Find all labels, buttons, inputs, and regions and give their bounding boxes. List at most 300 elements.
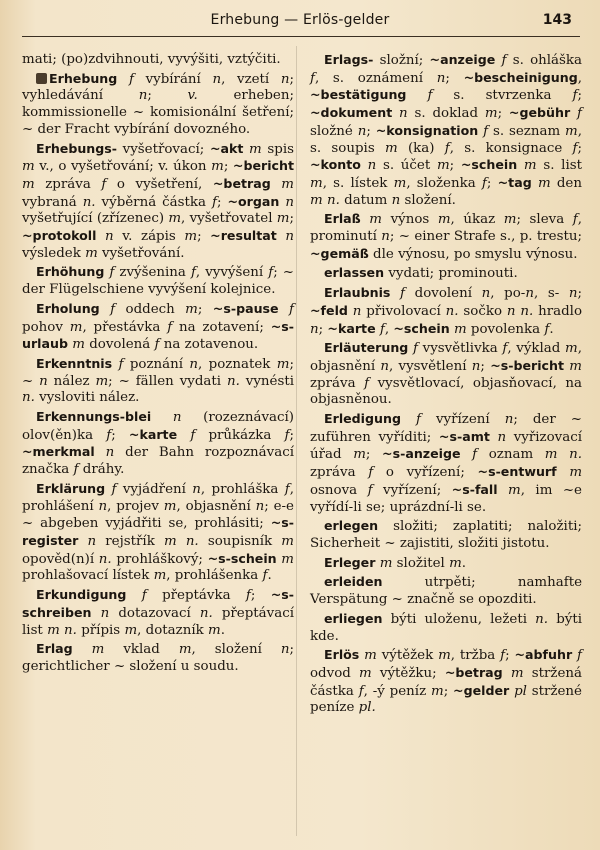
- dictionary-entry: [22, 587, 294, 639]
- definition-text: přeptávací list: [22, 605, 294, 638]
- grammar-label: n: [105, 445, 115, 461]
- headword: Erhöhung: [36, 264, 105, 280]
- grammar-label: n.: [98, 551, 112, 567]
- definition-text: vynésti: [239, 373, 294, 389]
- dictionary-entry: [310, 518, 582, 552]
- definition-text: erheben; kommissionelle ~ komisionální šetření; ~ der Fracht vybírání dovozného.: [22, 88, 294, 137]
- section-marker-icon: [36, 73, 47, 84]
- headword: ~gebühr: [508, 105, 571, 121]
- definition-text: přeptávka: [146, 588, 246, 604]
- definition-text: mati; (po)zdvihnouti, vyvýšiti, vztýčiti.: [22, 52, 281, 67]
- headword: ~bericht: [232, 158, 294, 174]
- grammar-label: f: [262, 568, 268, 584]
- definition-text: oddech: [115, 301, 186, 317]
- definition-text: [557, 447, 569, 462]
- definition-text: ;: [577, 88, 582, 104]
- grammar-label: n: [87, 533, 97, 549]
- definition-text: vysvětlivka: [417, 341, 503, 357]
- definition-text: výsledek: [22, 245, 86, 261]
- grammar-label: f: [106, 427, 112, 443]
- grammar-label: m: [276, 356, 290, 372]
- definition-text: složné: [310, 123, 358, 139]
- headword: ~s-schreiben: [22, 587, 294, 620]
- definition-text: dovolená: [84, 337, 155, 353]
- dictionary-entry: [22, 641, 294, 675]
- definition-text: ;: [250, 588, 271, 604]
- grammar-label: n: [192, 481, 201, 497]
- headword: Erholung: [36, 300, 100, 316]
- grammar-label: m: [72, 337, 85, 353]
- definition-text: oznam: [477, 447, 545, 463]
- grammar-label: n: [381, 229, 390, 245]
- definition-text: [390, 286, 400, 301]
- headword: ~anzeige: [429, 52, 496, 67]
- definition-text: ; ~ einer Strafe s., p. trestu;: [389, 229, 582, 245]
- definition-text: der Bahn rozpoznávací značka: [22, 445, 294, 478]
- definition-text: .: [220, 622, 225, 638]
- definition-text: [177, 534, 186, 549]
- grammar-label: n.: [199, 605, 213, 621]
- grammar-label: f: [572, 88, 578, 104]
- definition-text: .: [461, 555, 467, 571]
- grammar-label: n.: [185, 533, 199, 549]
- definition-text: .: [267, 568, 272, 584]
- definition-text: ; ~ der Flügelschiene vyvýšení kolejnice.: [22, 265, 294, 298]
- definition-text: ; vyhledávání: [22, 71, 294, 104]
- grammar-label: n: [189, 356, 199, 372]
- definition-text: složní;: [373, 53, 430, 68]
- definition-text: ; der ~ zuführen vyříditi;: [310, 412, 582, 445]
- definition-text: ; ~: [22, 356, 294, 389]
- dictionary-entry: [310, 265, 582, 283]
- grammar-label: n: [255, 498, 265, 514]
- definition-text: vysvětlovací, objasňovací, na objasněnou.: [310, 375, 582, 408]
- definition-text: [96, 229, 105, 244]
- grammar-label: n: [399, 106, 408, 122]
- definition-text: vyšetřující (zřízenec): [22, 211, 169, 227]
- definition-text: ;: [486, 175, 498, 191]
- grammar-label: n.: [520, 303, 534, 319]
- definition-text: (rozeznávací) olov(ěn)ka: [22, 410, 294, 443]
- grammar-label: n: [98, 498, 108, 514]
- dictionary-entry: [22, 356, 294, 407]
- grammar-label: m: [163, 533, 177, 549]
- grammar-label: m: [569, 465, 583, 481]
- headword: ~tag: [497, 174, 532, 190]
- definition-text: , prohlášení: [22, 481, 294, 514]
- grammar-label: m: [359, 665, 372, 681]
- definition-text: s. účet: [376, 158, 437, 174]
- headword: ~s-urlaub: [22, 318, 294, 352]
- grammar-label: n: [380, 358, 389, 374]
- definition-text: s. list: [536, 158, 582, 174]
- grammar-label: f: [427, 88, 433, 104]
- grammar-label: m: [95, 373, 109, 389]
- definition-text: , objasnění: [310, 341, 582, 374]
- grammar-label: m: [85, 245, 98, 261]
- grammar-label: n: [39, 373, 48, 389]
- grammar-label: n: [138, 88, 148, 104]
- grammar-label: f: [289, 301, 294, 317]
- definition-text: zvýšenina: [114, 265, 191, 281]
- definition-text: , s-: [533, 286, 569, 302]
- definition-text: datum: [339, 192, 392, 208]
- grammar-label: n: [471, 358, 481, 374]
- grammar-label: m: [503, 212, 517, 228]
- dictionary-entry: [310, 574, 582, 608]
- grammar-label: m: [22, 176, 35, 192]
- grammar-label: n: [497, 429, 507, 445]
- grammar-label: f: [368, 465, 374, 481]
- grammar-label: m: [168, 211, 182, 227]
- headword: ~schein: [460, 157, 518, 173]
- definition-text: poznání: [123, 356, 190, 372]
- grammar-label: f: [111, 481, 117, 497]
- grammar-label: f: [128, 71, 134, 87]
- grammar-label: m: [249, 141, 262, 157]
- grammar-label: n: [285, 194, 294, 210]
- grammar-label: n.: [535, 611, 549, 627]
- definition-text: , složenka: [406, 175, 482, 191]
- grammar-label: f: [118, 356, 124, 372]
- headword: Erlaubnis: [324, 285, 391, 301]
- definition-text: v., o vyšetřování; v. úkon: [34, 159, 212, 175]
- grammar-label: n.: [226, 373, 240, 389]
- definition-text: ;: [443, 683, 454, 699]
- grammar-label: f: [101, 176, 107, 192]
- grammar-label: pl.: [358, 700, 376, 716]
- definition-text: ;: [505, 648, 515, 664]
- headword: Erlaß: [324, 211, 361, 227]
- grammar-label: n: [367, 158, 377, 174]
- headword: ~protokoll: [22, 228, 97, 244]
- dictionary-entry: [22, 52, 294, 69]
- definition-text: ;: [577, 286, 582, 302]
- headword: Erkundigung: [36, 587, 127, 603]
- running-head: Erhebung — Erlös-gelder: [210, 12, 390, 28]
- definition-text: o vyšetření,: [106, 176, 213, 192]
- grammar-label: m: [91, 642, 105, 658]
- grammar-label: n: [436, 70, 446, 86]
- definition-text: vybraná: [22, 194, 83, 210]
- grammar-label: m: [163, 498, 177, 514]
- headword: ~gemäß: [310, 245, 369, 261]
- grammar-label: f: [483, 123, 489, 139]
- definition-text: výtěžku;: [371, 665, 445, 681]
- headword: Erleger: [324, 554, 376, 570]
- definition-text: den: [550, 175, 582, 191]
- definition-text: ;: [449, 158, 461, 174]
- definition-text: výběrná částka: [95, 194, 212, 210]
- definition-text: , přestávka: [82, 319, 168, 335]
- grammar-label: n: [357, 123, 367, 139]
- grammar-label: m: [153, 568, 167, 584]
- grammar-label: n.: [326, 192, 340, 208]
- definition-text: [271, 177, 282, 192]
- definition-text: [570, 106, 577, 121]
- dictionary-entry: [22, 264, 294, 298]
- definition-text: , vysvětlení: [389, 358, 472, 374]
- grammar-label: m: [124, 622, 138, 638]
- definition-text: spis: [261, 141, 294, 157]
- definition-text: vyšetřování.: [97, 245, 185, 261]
- grammar-label: f: [268, 265, 274, 281]
- dictionary-entry: [22, 141, 294, 263]
- definition-text: ;: [223, 159, 233, 175]
- grammar-label: n.: [22, 390, 35, 406]
- grammar-label: m: [178, 642, 192, 658]
- definition-text: [517, 158, 524, 173]
- definition-text: ,: [384, 321, 394, 337]
- definition-text: , -ý peníz: [363, 683, 431, 699]
- definition-text: průkázka: [195, 427, 285, 443]
- definition-text: ;: [111, 427, 129, 443]
- grammar-label: f: [364, 375, 370, 391]
- definition-text: , im ~e vyřídí-li se; uprázdní-li se.: [310, 482, 582, 515]
- definition-text: , tržba: [450, 648, 501, 664]
- headword: ~bescheinigung: [463, 69, 578, 85]
- headword: Erhebung: [49, 70, 118, 86]
- headword: erleiden: [324, 574, 383, 590]
- header-rule: [22, 36, 580, 37]
- definition-text: vyjádření: [116, 481, 193, 497]
- grammar-label: f: [141, 588, 147, 604]
- headword: erlegen: [324, 518, 379, 534]
- dictionary-entry: [310, 411, 582, 516]
- definition-text: rejstřík: [96, 533, 164, 549]
- definition-text: [95, 445, 106, 460]
- grammar-label: m: [310, 192, 323, 208]
- definition-text: , prominutí: [310, 212, 582, 245]
- grammar-label: f: [212, 194, 217, 210]
- definition-text: ;: [366, 123, 376, 139]
- headword: ~gelder: [453, 682, 510, 698]
- grammar-label: n: [310, 321, 319, 337]
- definition-text: [117, 72, 129, 87]
- headword: ~akt: [209, 140, 244, 156]
- definition-text: , vyvýšení: [195, 265, 269, 281]
- headword: Erlös: [324, 647, 360, 663]
- definition-text: [503, 666, 511, 681]
- definition-text: [100, 302, 110, 317]
- headword: ~karte: [327, 320, 376, 336]
- grammar-label: m: [449, 555, 462, 571]
- grammar-label: n: [285, 229, 294, 245]
- headword: ~s-schein: [207, 550, 277, 566]
- definition-text: , prohlášenka: [166, 568, 263, 584]
- definition-text: ;: [365, 447, 383, 463]
- headword: ~s-fall: [451, 481, 498, 497]
- definition-text: [361, 212, 370, 227]
- definition-text: prohlašovací lístek: [22, 568, 154, 584]
- grammar-label: v.: [187, 88, 198, 104]
- grammar-label: m: [69, 319, 83, 335]
- definition-text: sočko: [458, 303, 507, 319]
- definition-text: s. ohláška: [506, 53, 582, 68]
- dictionary-entry: [22, 301, 294, 354]
- headword: ~betrag: [444, 664, 503, 680]
- grammar-label: f: [245, 588, 251, 604]
- grammar-label: f: [502, 341, 508, 357]
- headword: ~organ: [227, 193, 280, 209]
- grammar-label: m: [207, 622, 221, 638]
- definition-text: vybírání: [133, 71, 213, 87]
- grammar-label: m: [430, 683, 444, 699]
- grammar-label: m: [544, 447, 558, 463]
- definition-text: složení.: [400, 192, 456, 208]
- definition-text: s. stvrzenka: [432, 88, 573, 104]
- definition-text: vyšetřovací;: [117, 141, 210, 157]
- dictionary-entry: [310, 52, 582, 209]
- grammar-label: m: [508, 482, 521, 498]
- definition-text: , s. konsignace: [449, 140, 573, 156]
- definition-text: ;: [197, 229, 211, 245]
- grammar-label: f: [577, 106, 582, 122]
- grammar-label: m: [537, 175, 551, 191]
- headword: Erläuterung: [324, 340, 409, 356]
- grammar-label: n: [352, 303, 362, 319]
- definition-text: , objasnění: [176, 498, 256, 514]
- definition-text: o vyřízení;: [373, 465, 478, 481]
- definition-text: přivolovací: [361, 303, 446, 319]
- headword: ~abfuhr: [514, 647, 573, 663]
- grammar-label: m: [510, 665, 524, 681]
- grammar-label: f: [444, 140, 450, 156]
- grammar-label: f: [190, 265, 196, 281]
- headword: ~betrag: [212, 175, 271, 191]
- definition-text: ; ~ fällen vydati: [108, 373, 227, 389]
- definition-text: .: [549, 321, 554, 337]
- grammar-label: f: [310, 70, 315, 86]
- grammar-label: m: [437, 212, 451, 228]
- definition-text: dovolení: [405, 286, 482, 302]
- grammar-label: f: [109, 265, 115, 281]
- definition-text: býti uloženu, ležeti: [382, 611, 536, 627]
- grammar-label: f: [572, 212, 578, 228]
- definition-text: vysloviti nález.: [34, 390, 140, 406]
- grammar-label: m: [276, 211, 290, 227]
- definition-text: býti kde.: [310, 611, 582, 644]
- definition-text: povolenka: [466, 321, 545, 337]
- grammar-label: m: [369, 212, 382, 228]
- headword: ~konto: [310, 157, 361, 173]
- definition-text: [73, 642, 92, 657]
- definition-text: zpráva: [310, 375, 365, 391]
- grammar-label: f: [167, 319, 173, 335]
- grammar-label: m: [393, 175, 407, 191]
- definition-text: opověd(n)í: [22, 551, 99, 567]
- definition-text: , úkaz: [450, 212, 504, 228]
- grammar-label: m: [184, 229, 198, 245]
- grammar-label: n: [212, 71, 222, 87]
- definition-text: [461, 447, 473, 462]
- grammar-label: f: [379, 321, 385, 337]
- definition-text: , prohláška: [200, 481, 285, 497]
- definition-text: , projev: [107, 498, 164, 514]
- headword: ~resultat: [210, 228, 277, 244]
- definition-text: [498, 483, 508, 498]
- grammar-label: f: [73, 462, 79, 478]
- definition-text: , po-: [490, 286, 526, 302]
- definition-text: ;: [480, 358, 491, 374]
- grammar-label: n.: [82, 194, 96, 210]
- definition-text: hradlo: [533, 303, 583, 319]
- definition-text: ;: [318, 321, 328, 337]
- definition-text: ;: [289, 427, 294, 443]
- definition-text: přípis: [76, 622, 125, 638]
- definition-text: [151, 410, 173, 425]
- grammar-label: f: [400, 286, 405, 302]
- grammar-label: f: [572, 140, 578, 156]
- column-divider: [296, 46, 297, 836]
- definition-text: ,: [577, 70, 582, 86]
- definition-text: , dotazník: [137, 622, 208, 638]
- headword: ~s-bericht: [490, 357, 564, 373]
- grammar-label: m: [438, 648, 451, 664]
- grammar-label: m: [281, 533, 294, 549]
- headword: ~s-entwurf: [477, 464, 557, 480]
- grammar-label: n: [504, 412, 514, 428]
- definition-text: ; e-e ~ abgeben vyjádřiti se, prohlásiti;: [22, 498, 294, 532]
- definition-text: na zotavenou.: [159, 337, 259, 353]
- definition-text: dotazovací: [109, 605, 200, 621]
- headword: Erlags-: [324, 52, 374, 67]
- grammar-label: f: [284, 427, 290, 443]
- definition-text: nález: [47, 373, 96, 389]
- definition-text: zpráva: [310, 465, 369, 481]
- grammar-label: f: [358, 683, 364, 699]
- definition-text: v. zápis: [113, 229, 185, 245]
- definition-text: soupisník: [198, 533, 282, 549]
- grammar-label: m: [523, 158, 537, 174]
- headword: ~dokument: [310, 105, 393, 121]
- grammar-label: f: [110, 301, 116, 317]
- headword: Erhebungs-: [36, 140, 118, 156]
- definition-text: zpráva: [34, 176, 102, 192]
- grammar-label: m: [569, 358, 582, 374]
- left-column: [22, 52, 294, 678]
- grammar-label: m: [379, 555, 393, 571]
- definition-text: dle výnosu, po smyslu výnosu.: [368, 246, 578, 262]
- grammar-label: n: [391, 192, 401, 208]
- grammar-label: n: [280, 642, 290, 658]
- dictionary-entry: [310, 340, 582, 409]
- grammar-label: m: [185, 301, 198, 317]
- grammar-label: f: [190, 427, 196, 443]
- definition-text: utrpěti; namhafte Verspätung ~ značně se opozditi.: [310, 575, 582, 608]
- definition-text: , poznatek: [198, 356, 277, 372]
- grammar-label: m: [22, 159, 35, 175]
- headword: ~bestätigung: [310, 87, 407, 103]
- definition-text: odvod: [310, 665, 360, 681]
- dictionary-entry: [22, 409, 294, 479]
- definition-text: [361, 158, 368, 173]
- headword: Erledigung: [324, 411, 401, 427]
- definition-text: stržené peníze: [310, 683, 582, 716]
- grammar-label: m: [353, 447, 366, 463]
- definition-text: [279, 302, 289, 317]
- grammar-label: n: [280, 71, 290, 87]
- headword: ~s-amt: [438, 428, 490, 444]
- headword: ~schein: [393, 320, 450, 336]
- grammar-label: f: [577, 648, 582, 664]
- headword: ~s-anzeige: [382, 446, 461, 462]
- definition-text: [92, 606, 101, 621]
- headword: erlassen: [324, 265, 385, 281]
- definition-text: vydati; prominouti.: [384, 266, 518, 282]
- grammar-label: m: [281, 551, 294, 567]
- grammar-label: f: [500, 648, 506, 664]
